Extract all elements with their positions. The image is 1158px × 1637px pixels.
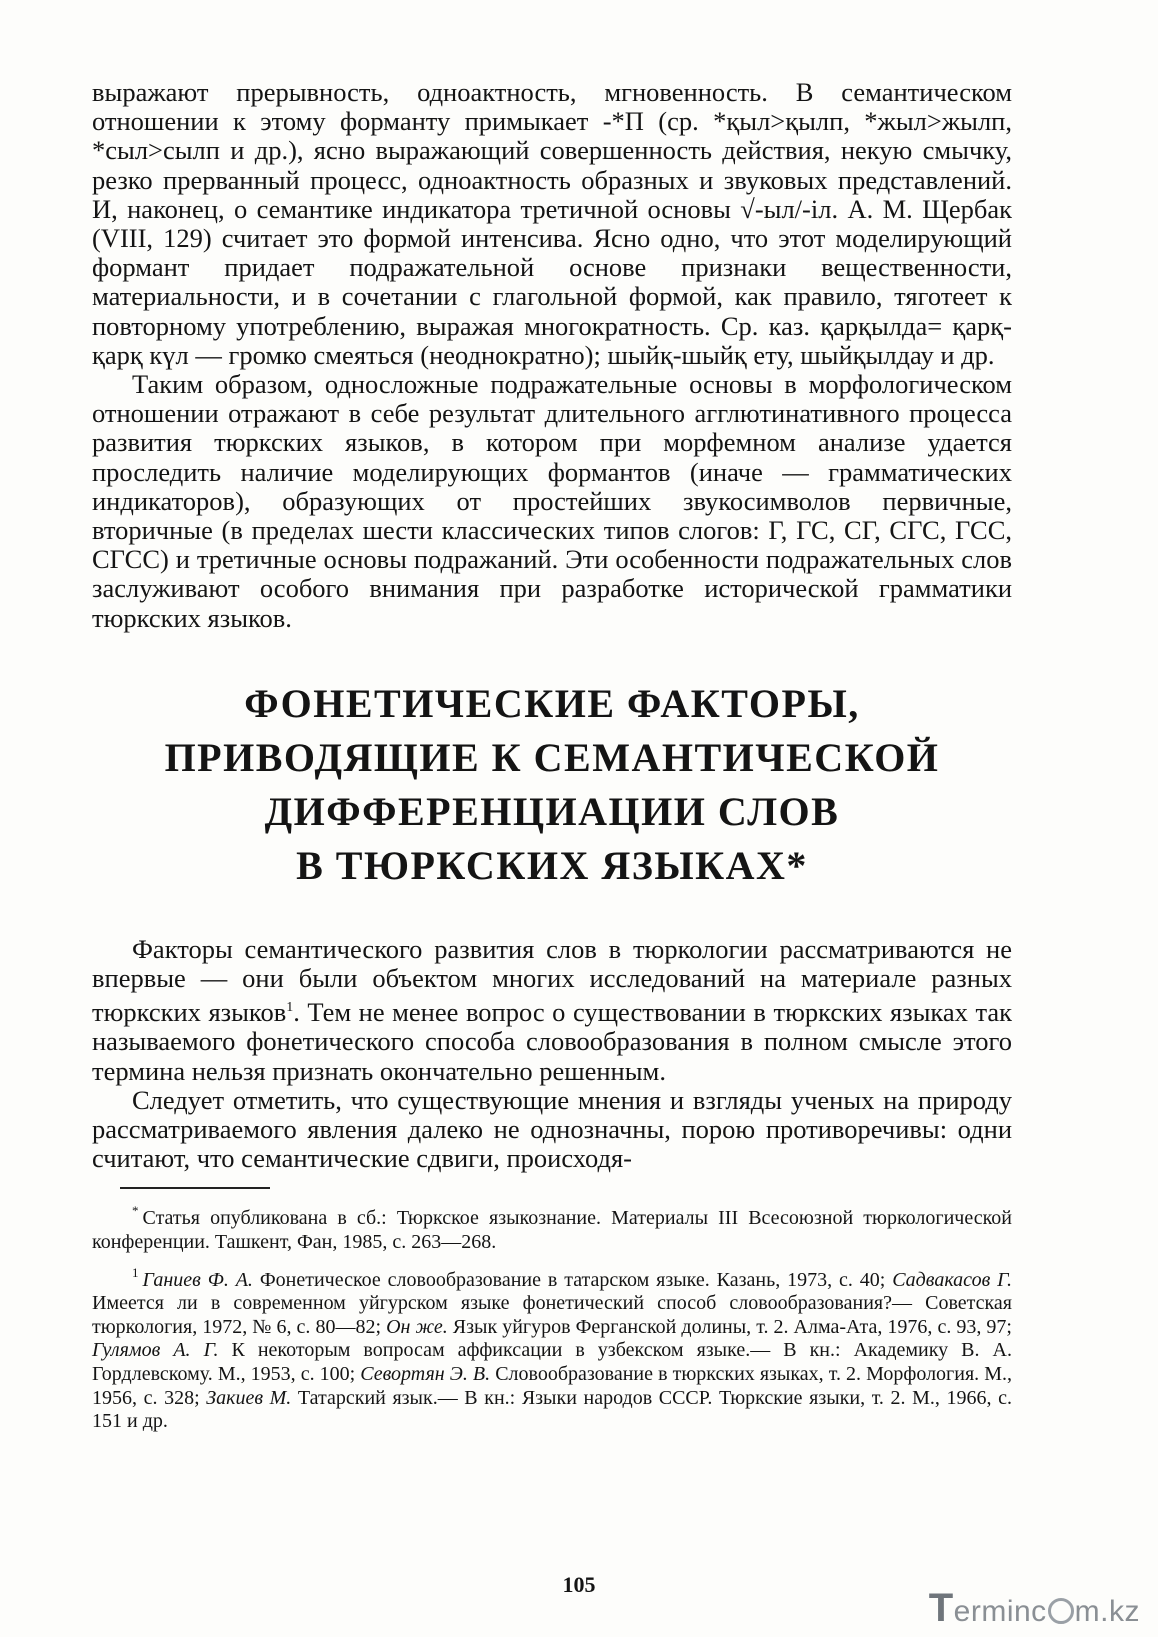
heading-line: ДИФФЕРЕНЦИАЦИИ СЛОВ: [264, 788, 840, 834]
footnote-text: Фонетическое словообразование в татарском языке. Казань, 1973, с. 40;: [252, 1268, 893, 1291]
paragraph-text: . Тем не менее вопрос о существовании в тюркских языках так называемого фонетического способа словообразования в полном смысле этого термина нельзя признать окончательно решенным.: [92, 997, 1012, 1086]
footnote-author: Ганиев Ф. А.: [142, 1268, 253, 1291]
footnote-mark: *: [132, 1203, 139, 1219]
footnote-author: Садвакасов Г.: [892, 1268, 1012, 1291]
heading-line: ФОНЕТИЧЕСКИЕ ФАКТОРЫ,: [244, 680, 860, 726]
paragraph: [92, 935, 1012, 1086]
footnote-text: Имеется ли в современном уйгурском языке фонетический способ словообразования?— Советская тюркология, 1972, № 6, с. 80—82;: [92, 1292, 1012, 1338]
watermark-letter: T: [928, 1586, 954, 1630]
footnote-author: Гулямов А. Г.: [92, 1339, 219, 1362]
footnote-reference: 1: [286, 1000, 294, 1016]
footnote-author: Закиев М.: [206, 1386, 292, 1409]
footnote-text: Статья опубликована в сб.: Тюркское языкознание. Материалы III Всесоюзной тюркологической конференции. Ташкент, Фан, 1985, с. 263—268.: [92, 1207, 1012, 1254]
paragraph-text: Факторы семантического развития слов в тюркологии рассматриваются не впервые — они были объектом многих исследований на материале разных тюркских языков: [92, 933, 1012, 1028]
footnote-author: Он же.: [386, 1315, 448, 1338]
site-watermark: [929, 1586, 1140, 1631]
footnote: [92, 1261, 1012, 1434]
paragraph: выражают прерывность, одноактность, мгновенность. В семантическом отношении к этому форманту примыкает -*П (ср. *қыл>қылп, *жыл>жылп, *сыл>сылп и др.), ясно выражающий совершенность действия, некую смычку, резко прерванный процесс, одноактность образных и звуковых представлений. И, наконец, о семантике индикатора третичной основы √-ыл/-іл. А. М. Щербак (VIII, 129) считает это формой интенсива. Ясно одно, что этот моделирующий формант придает подражательной основе признаки вещественности, материальности, и в сочетании с глагольной формой, как правило, тяготеет к повторному употреблению, выражая многократность. Ср. каз. қарқылда= қарқ-қарқ күл — громко смеяться (неоднократно); шыйқ-шыйқ ету, шыйқылдау и др.: [92, 77, 1012, 370]
watermark-text: m.kz: [1074, 1595, 1140, 1628]
magnifier-icon: [1048, 1598, 1074, 1624]
section-body: [92, 935, 1012, 1174]
page-body: [92, 78, 1012, 1440]
paragraph: Следует отметить, что существующие мнения и взгляды ученых на природу рассматриваемого явления далеко не однозначны, порою противоречивы: одни считают, что семантические сдвиги, происходя-: [92, 1084, 1012, 1174]
footnote-separator: [120, 1187, 270, 1189]
footnote-author: Севортян Э. В.: [360, 1363, 491, 1386]
footnote-text: Татарский язык.— В кн.: Языки народов СССР. Тюркские языки, т. 2. М., 1966, с. 151 и др.: [92, 1386, 1012, 1433]
footnote-text: Язык уйгуров Ферганской долины, т. 2. Алма-Ата, 1976, с. 93, 97;: [447, 1315, 1012, 1338]
footnote-text: Словообразование в тюркских языках, т. 2. Морфология. М., 1956, с. 328;: [92, 1363, 1012, 1409]
watermark-text: erminc: [953, 1595, 1047, 1628]
footnote: [92, 1199, 1012, 1254]
footnote-text: К некоторым вопросам аффиксации в узбекском языке.— В кн.: Академику В. А. Гордлевскому. М., 1953, с. 100;: [92, 1339, 1012, 1386]
paragraph: Таким образом, односложные подражательные основы в морфологическом отношении отражают в себе результат длительного агглютинативного процесса развития тюркских языков, в котором при морфемном анализе удается проследить наличие моделирующих формантов (иначе — грамматических индикаторов), образующих от простейших звукосимволов первичные, вторичные (в пределах шести классических типов слогов: Г, ГС, СГ, СГС, ГСС, СГСС) и третичные основы подражаний. Эти особенности подражательных слов заслуживают особого внимания при разработке исторической грамматики тюркских языков.: [92, 369, 1012, 633]
heading-line: В ТЮРКСКИХ ЯЗЫКАХ*: [296, 842, 808, 888]
footnote-mark: 1: [132, 1264, 139, 1280]
section-heading: [92, 677, 1012, 893]
page-number: 105: [562, 1572, 596, 1597]
heading-line: ПРИВОДЯЩИЕ К СЕМАНТИЧЕСКОЙ: [164, 734, 940, 780]
